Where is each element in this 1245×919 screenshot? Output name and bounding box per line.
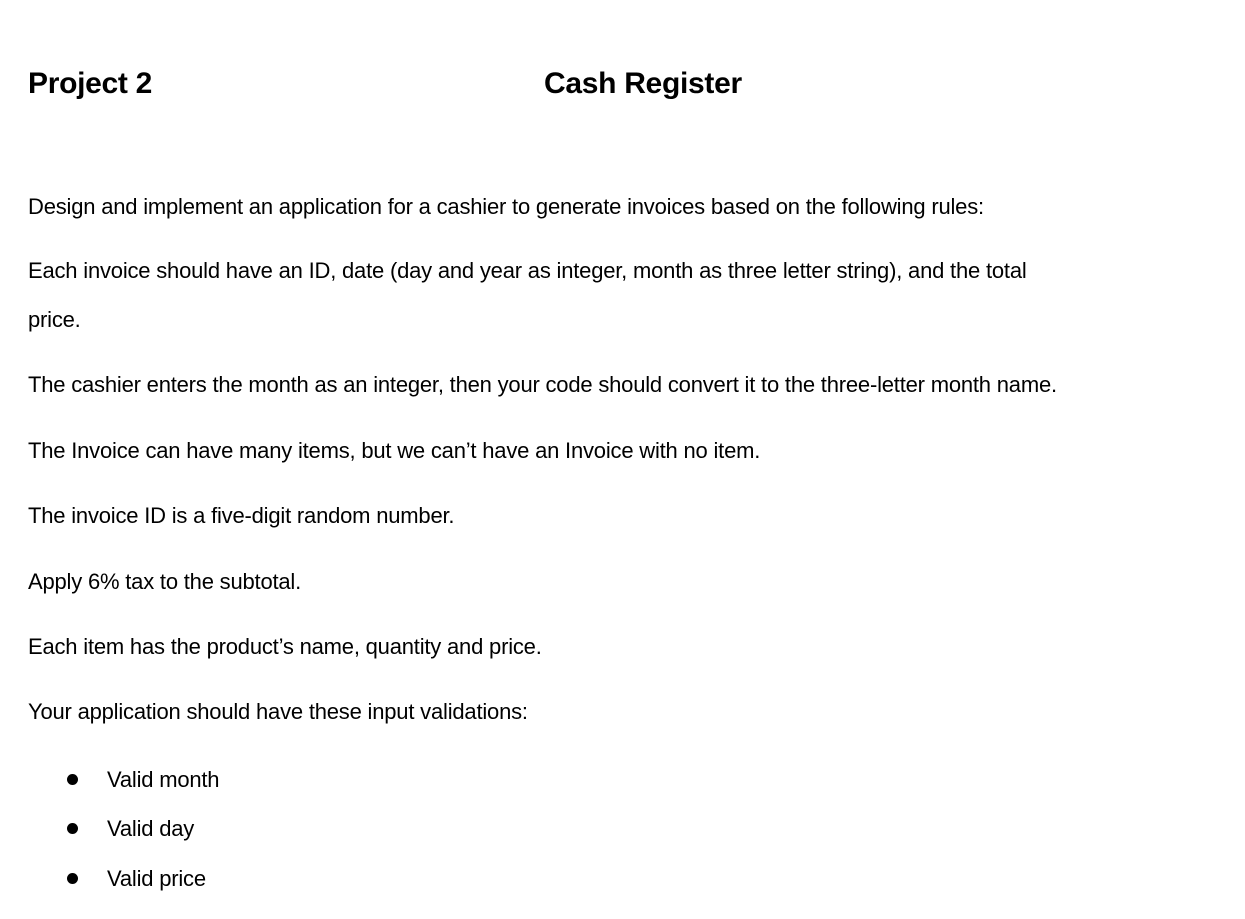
rule-item-fields-paragraph: Each item has the product’s name, quantity and price. [28, 634, 542, 659]
project-title: Project 2 [28, 67, 153, 100]
validations-intro-paragraph: Your application should have these input validations: [28, 699, 528, 724]
rule-month-paragraph: The cashier enters the month as an integer, then your code should convert it to the three-letter month name. [28, 372, 1057, 397]
list-item-label: Valid price [107, 866, 206, 891]
document-title: Cash Register [544, 67, 742, 100]
rule-tax-paragraph: Apply 6% tax to the subtotal. [28, 569, 302, 594]
intro-paragraph: Design and implement an application for a cashier to generate invoices based on the following rules: [28, 194, 984, 219]
bullet-icon [67, 774, 78, 785]
bullet-icon [67, 823, 78, 834]
bullet-icon [67, 873, 78, 884]
list-item-label: Valid month [107, 767, 220, 792]
rule-items-paragraph: The Invoice can have many items, but we can’t have an Invoice with no item. [28, 438, 761, 463]
rule-id-date-paragraph-line2: price. [28, 307, 81, 332]
list-item-label: Valid day [107, 816, 195, 841]
rule-id-date-paragraph-line1: Each invoice should have an ID, date (day and year as integer, month as three letter string), and the total [28, 258, 1027, 283]
rule-invoice-id-paragraph: The invoice ID is a five-digit random number. [28, 503, 455, 528]
